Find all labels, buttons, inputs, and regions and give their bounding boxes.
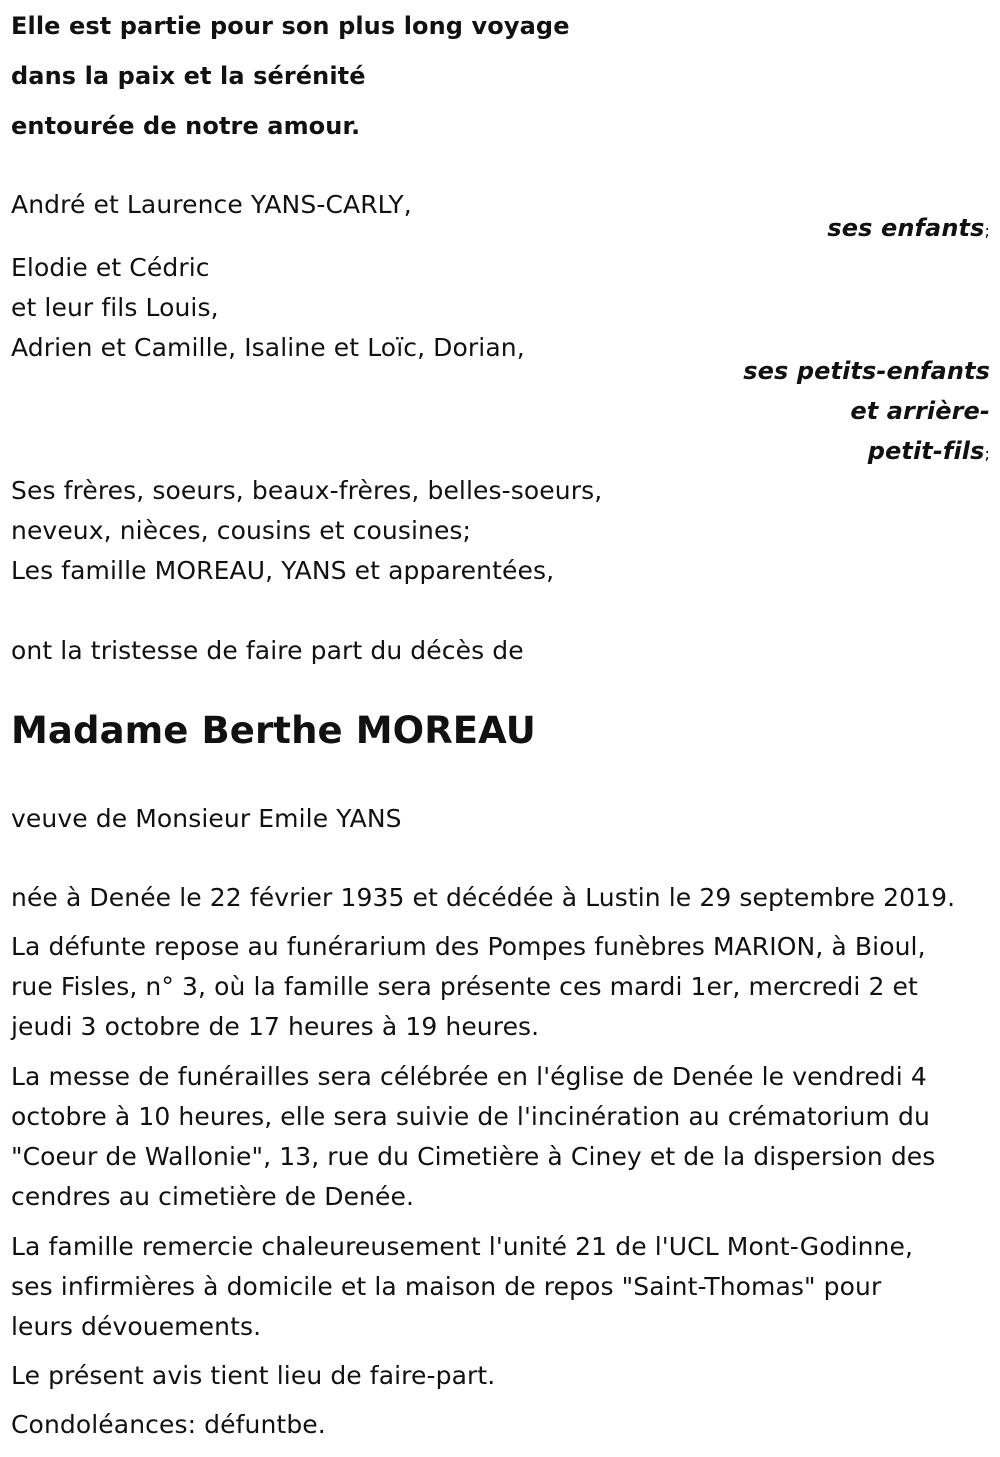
mass-line-3: "Coeur de Wallonie", 13, rue du Cimetière à Ciney et de la dispersion des — [11, 1142, 936, 1171]
header-line-3: entourée de notre amour. — [11, 112, 361, 140]
grandchildren-role-1: ses petits-enfants — [743, 357, 990, 385]
rest-line-3: jeudi 3 octobre de 17 heures à 19 heures. — [11, 1012, 540, 1041]
extended-family-line-2: neveux, nièces, cousins et cousines; — [11, 516, 472, 545]
extended-family-line-3: Les famille MOREAU, YANS et apparentées, — [11, 556, 555, 585]
grandchildren-line-2: et leur fils Louis, — [11, 293, 219, 322]
mass-line-1: La messe de funérailles sera célébrée en l'église de Denée le vendredi 4 — [11, 1062, 927, 1091]
announcement: ont la tristesse de faire part du décès de — [11, 636, 524, 665]
deceased-name: Madame Berthe MOREAU — [11, 709, 536, 752]
grandchildren-line-1: Elodie et Cédric — [11, 253, 210, 282]
children-names: André et Laurence YANS-CARLY, — [11, 190, 412, 219]
condolences-line: Condoléances: défuntbe. — [11, 1410, 326, 1439]
mass-line-4: cendres au cimetière de Denée. — [11, 1182, 415, 1211]
rest-line-2: rue Fisles, n° 3, où la famille sera présente ces mardi 1er, mercredi 2 et — [11, 972, 918, 1001]
grandchildren-line-3: Adrien et Camille, Isaline et Loïc, Dorian, — [11, 333, 525, 362]
mass-line-2: octobre à 10 heures, elle sera suivie de l'incinération au crématorium du — [11, 1102, 930, 1131]
birth-death: née à Denée le 22 février 1935 et décédée à Lustin le 29 septembre 2019. — [11, 883, 956, 912]
widow-of: veuve de Monsieur Emile YANS — [11, 804, 402, 833]
header-line-2: dans la paix et la sérénité — [11, 62, 366, 90]
grandchildren-role-3: petit-fils; — [867, 437, 990, 465]
thanks-line-2: ses infirmières à domicile et la maison de repos "Saint-Thomas" pour — [11, 1272, 882, 1301]
rest-line-1: La défunte repose au funérarium des Pompes funèbres MARION, à Bioul, — [11, 932, 926, 961]
thanks-line-3: leurs dévouements. — [11, 1312, 262, 1341]
notice-line: Le présent avis tient lieu de faire-part. — [11, 1361, 496, 1390]
extended-family-line-1: Ses frères, soeurs, beaux-frères, belles-soeurs, — [11, 476, 603, 505]
grandchildren-role-2: et arrière- — [850, 397, 990, 425]
header-line-1: Elle est partie pour son plus long voyage — [11, 12, 570, 40]
thanks-line-1: La famille remercie chaleureusement l'unité 21 de l'UCL Mont-Godinne, — [11, 1232, 914, 1261]
children-role: ses enfants; — [827, 214, 990, 242]
